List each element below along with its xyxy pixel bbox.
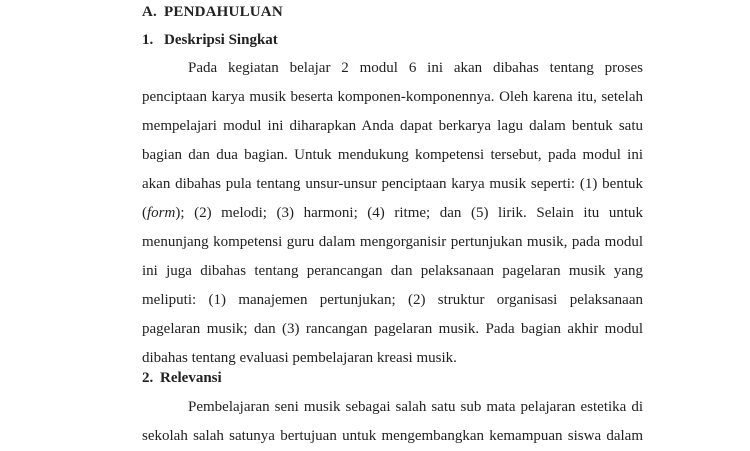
paragraph-line: penciptaan karya musik beserta komponen-komponennya. Oleh karena itu, setelah bbox=[142, 89, 643, 105]
paren-open: ( bbox=[142, 205, 147, 221]
subsection-title: Relevansi bbox=[160, 370, 222, 386]
paragraph-line: dibahas tentang evaluasi pembelajaran kreasi musik. bbox=[142, 350, 457, 366]
subsection-number: 2. bbox=[142, 370, 154, 386]
paragraph-line: bagian dan dua bagian. Untuk mendukung kompetensi tersebut, pada modul ini bbox=[142, 147, 643, 163]
section-heading-pendahuluan bbox=[142, 4, 283, 21]
paragraph-line: Pada kegiatan belajar 2 modul 6 ini akan dibahas tentang proses bbox=[188, 60, 643, 76]
paragraph-relevansi bbox=[142, 393, 643, 451]
paragraph-line: pagelaran musik; dan (3) rancangan pagelaran musik. Pada bagian akhir modul bbox=[142, 321, 643, 337]
paragraph-deskripsi-singkat bbox=[142, 54, 643, 373]
paragraph-line: meliputi: (1) manajemen pertunjukan; (2) struktur organisasi pelaksanaan bbox=[142, 292, 643, 308]
subsection-number: 1. bbox=[142, 32, 154, 48]
paragraph-line: ini juga dibahas tentang perancangan dan pelaksanaan pagelaran musik yang bbox=[142, 263, 643, 279]
paragraph-line: akan dibahas pula tentang unsur-unsur penciptaan karya musik seperti: (1) bentuk bbox=[142, 176, 643, 192]
paragraph-line bbox=[142, 199, 643, 228]
section-title: PENDAHULUAN bbox=[164, 4, 283, 20]
line-remainder: ); (2) melodi; (3) harmoni; (4) ritme; dan (5) lirik. Selain itu untuk bbox=[175, 205, 643, 221]
subsection-title: Deskripsi Singkat bbox=[164, 32, 278, 48]
subsection-heading-deskripsi-singkat bbox=[142, 32, 278, 49]
paragraph-line: Pembelajaran seni musik sebagai salah satu sub mata pelajaran estetika di bbox=[188, 399, 643, 415]
paragraph-line: menunjang kompetensi guru dalam mengorganisir pertunjukan musik, pada modul bbox=[142, 234, 643, 250]
paragraph-line: sekolah salah satunya bertujuan untuk mengembangkan kemampuan siswa dalam bbox=[142, 428, 643, 444]
subsection-heading-relevansi bbox=[142, 370, 222, 387]
section-letter: A. bbox=[142, 4, 157, 20]
italic-term-form: form bbox=[147, 205, 176, 221]
paragraph-line: mempelajari modul ini diharapkan Anda dapat berkarya lagu dalam bentuk satu bbox=[142, 118, 643, 134]
